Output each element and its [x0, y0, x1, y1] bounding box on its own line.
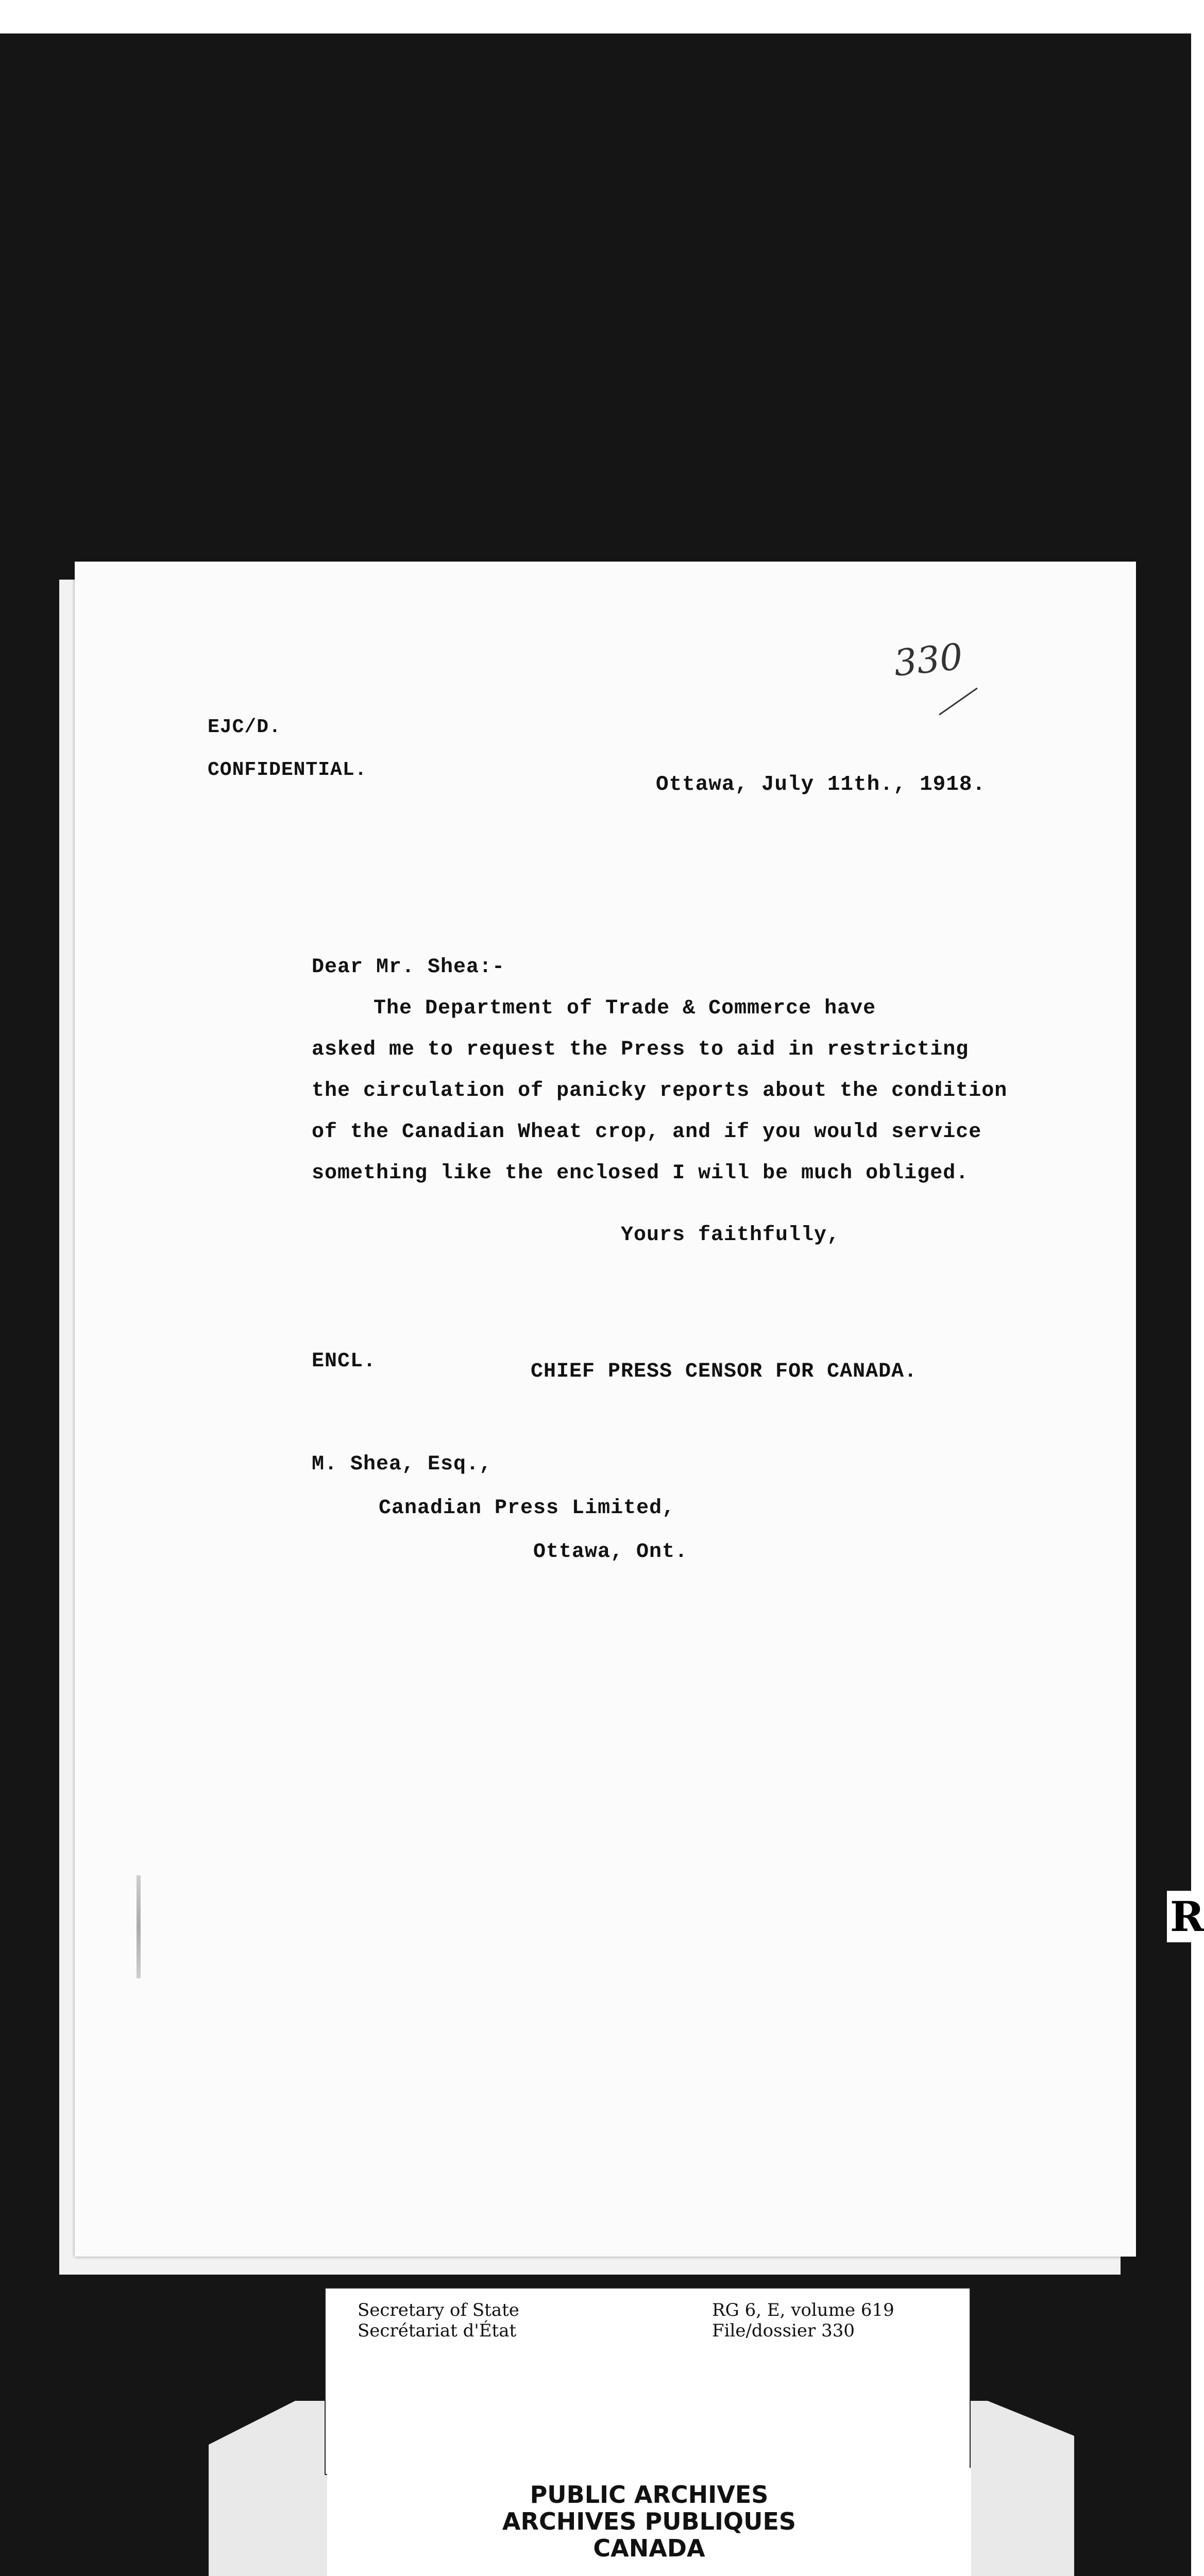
letter-initials: EJC/D. [208, 716, 281, 738]
pencil-mark [137, 1875, 141, 1978]
enclosure-note: ENCL. [312, 1350, 377, 1373]
confidential-marking: CONFIDENTIAL. [208, 759, 367, 781]
side-tab-letter: R [1167, 1891, 1191, 1942]
body-line: asked me to request the Press to aid in restricting [312, 1038, 969, 1061]
archives-stamp [327, 2468, 971, 2576]
body-line: of the Canadian Wheat crop, and if you would service [312, 1121, 982, 1144]
stamp-line-english: PUBLIC ARCHIVES [530, 2481, 769, 2509]
place-date: Ottawa, July 11th., 1918. [656, 773, 986, 796]
stamp-line-french: ARCHIVES PUBLIQUES [502, 2507, 796, 2535]
recipient-line: Canadian Press Limited, [379, 1497, 675, 1520]
department-english: Secretary of State [358, 2300, 519, 2320]
record-group-reference: RG 6, E, volume 619 [712, 2300, 894, 2320]
handwritten-tick [939, 687, 977, 715]
recipient-line: Ottawa, Ont. [533, 1540, 688, 1564]
signature-block: CHIEF PRESS CENSOR FOR CANADA. [531, 1360, 918, 1383]
recipient-line: M. Shea, Esq., [312, 1453, 493, 1476]
handwritten-number: 330 [892, 635, 965, 685]
closing: Yours faithfully, [621, 1224, 840, 1247]
department-french: Secrétariat d'État [358, 2320, 517, 2341]
body-line: the circulation of panicky reports about the condition [312, 1079, 1008, 1103]
body-line: The Department of Trade & Commerce have [374, 997, 876, 1020]
letter-page [75, 562, 1136, 2257]
salutation: Dear Mr. Shea:- [312, 956, 505, 979]
stamp-line-country: CANADA [593, 2534, 705, 2562]
file-reference: File/dossier 330 [712, 2320, 855, 2341]
archive-reference-label [325, 2287, 971, 2475]
body-line: something like the enclosed I will be much obliged. [312, 1162, 969, 1185]
